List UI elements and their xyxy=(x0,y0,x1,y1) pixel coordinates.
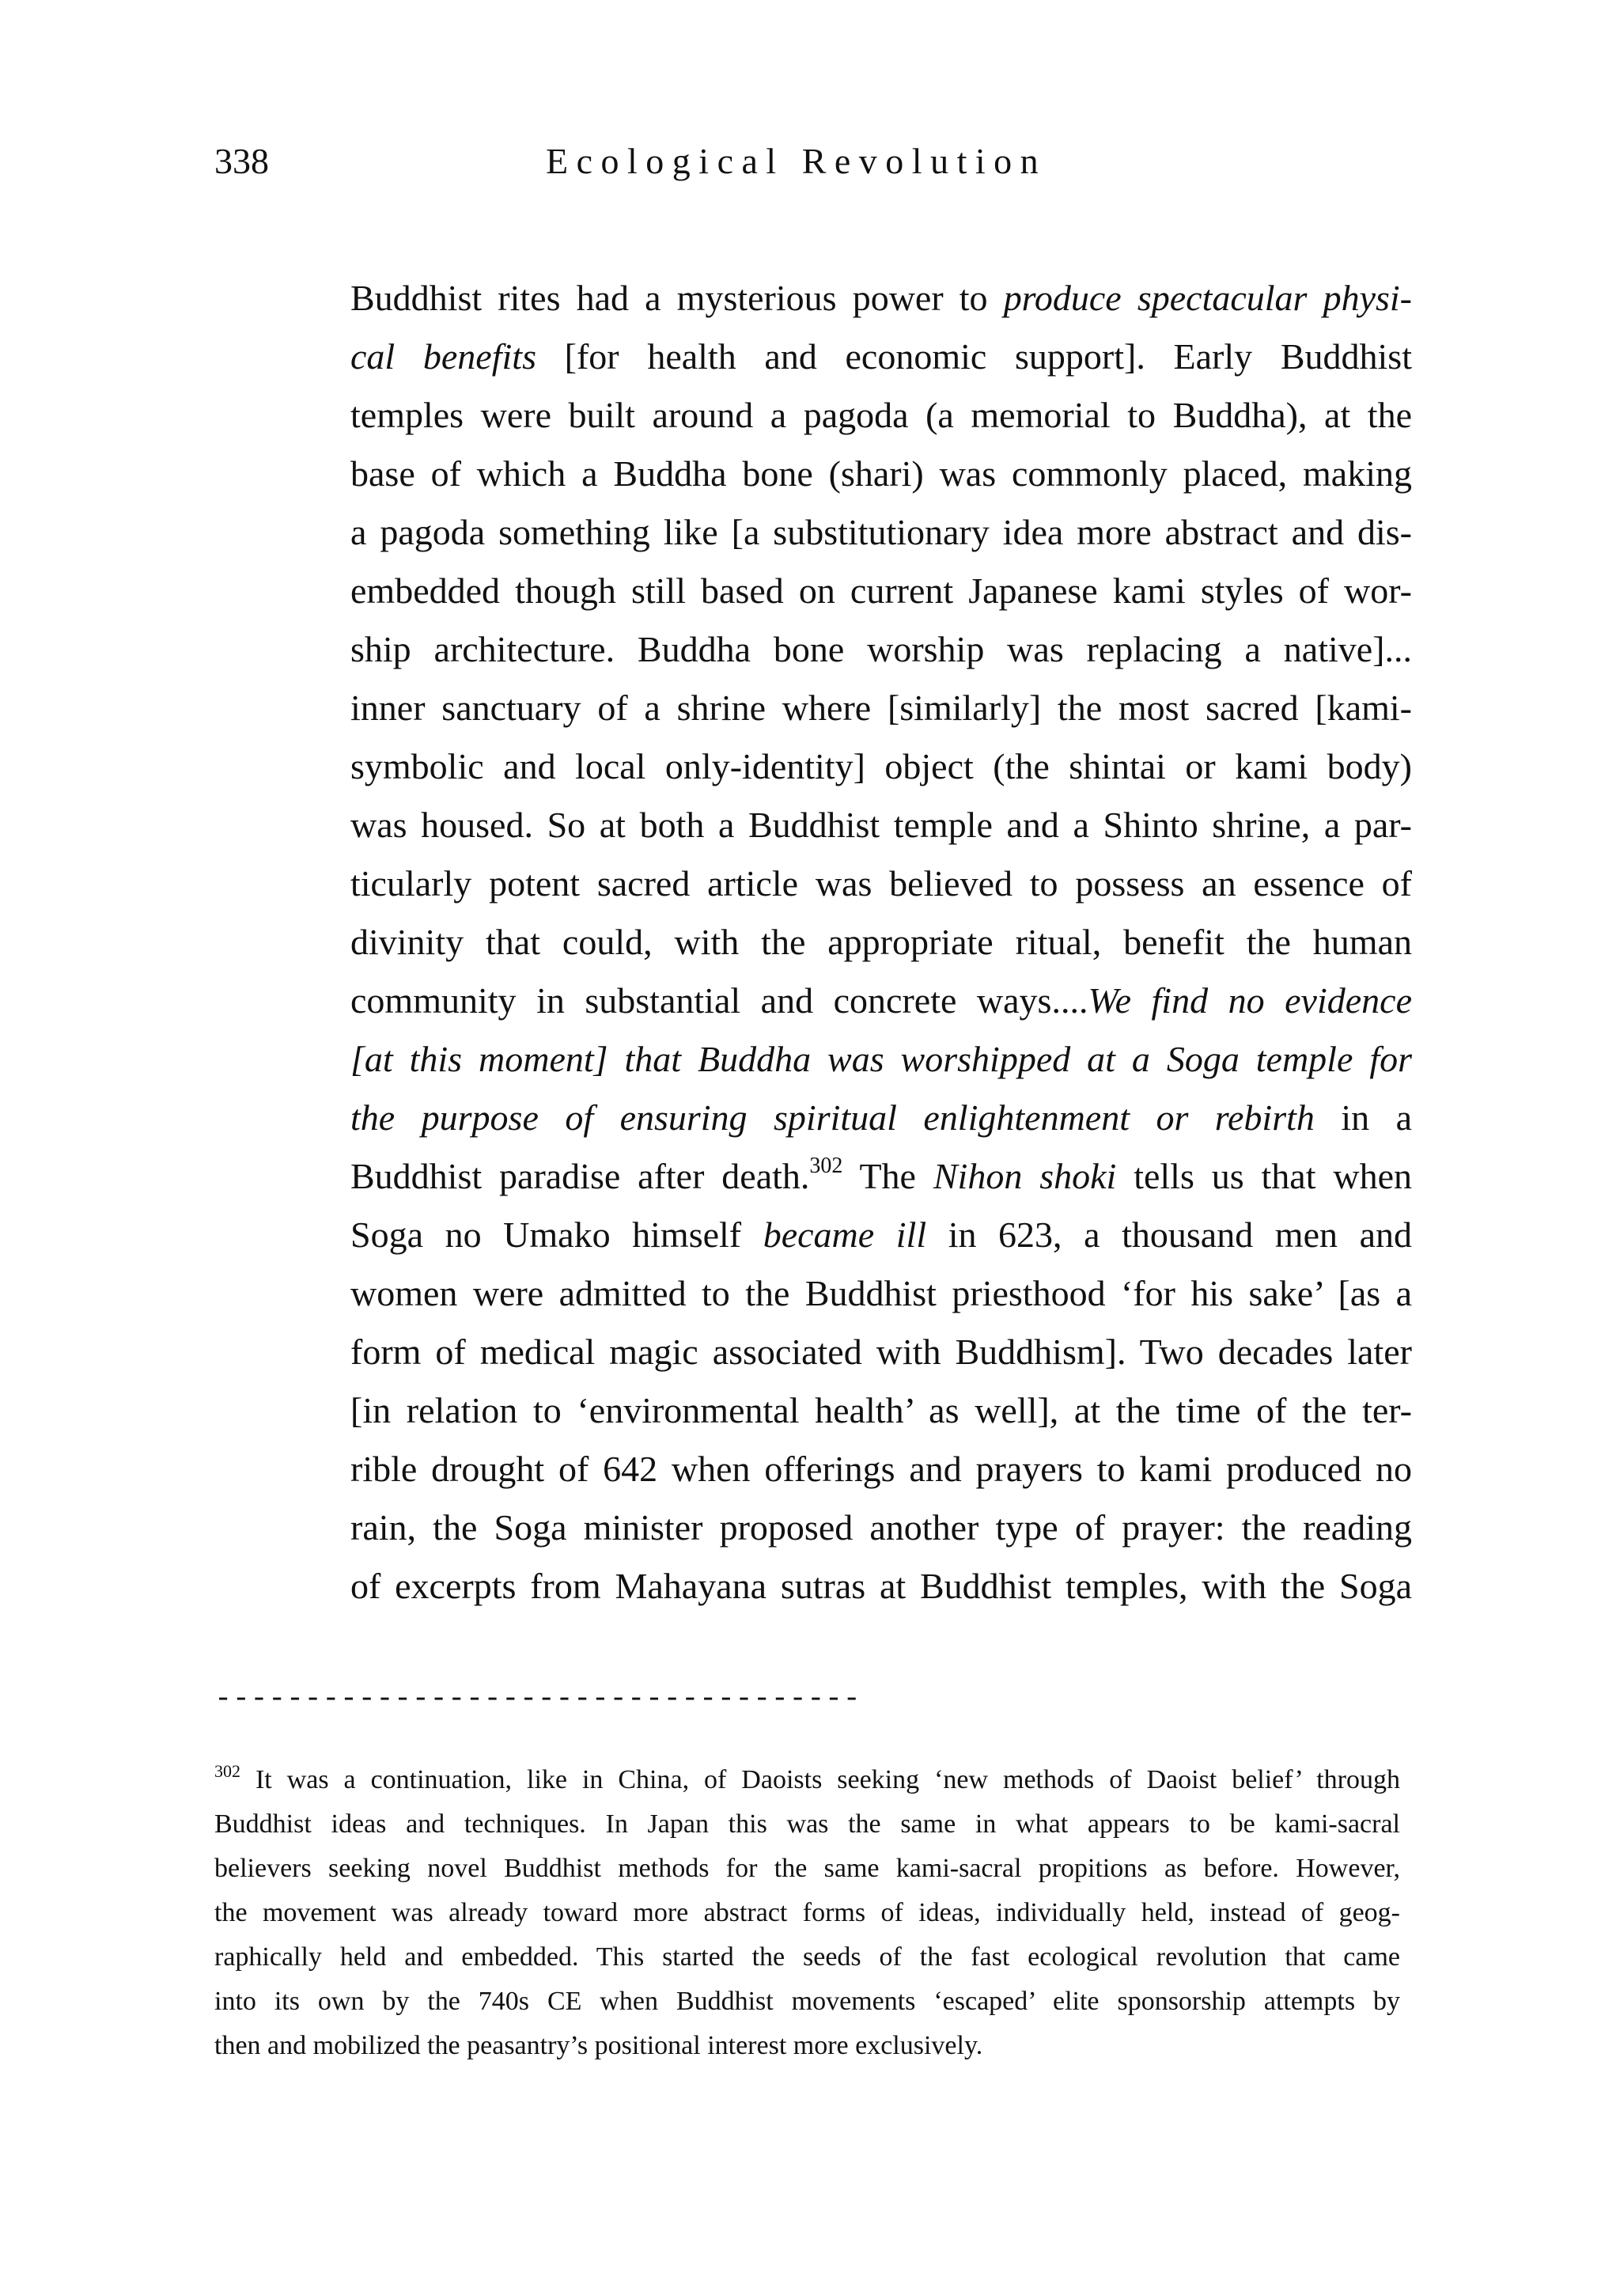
footnote-line: into its own by the 740s CE when Buddhist movements ‘escaped’ elite sponsorship attempts by xyxy=(214,1987,1400,2016)
body-line: Buddhist rites had a mysterious power to produce spectacular physi- xyxy=(350,278,1412,318)
body-line: ticularly potent sacred article was believed to possess an essence of xyxy=(350,863,1412,904)
body-line: rible drought of 642 when offerings and prayers to kami produced no xyxy=(350,1449,1412,1489)
body-line: base of which a Buddha bone (shari) was commonly placed, making xyxy=(350,453,1412,494)
body-line: Buddhist paradise after death.$^{302}$ The Nihon shoki tells us that when xyxy=(350,1154,1413,1196)
body-line: embedded though still based on current Japanese kami styles of wor- xyxy=(350,570,1412,611)
body-line: divinity that could, with the appropriate ritual, benefit the human xyxy=(350,922,1412,962)
body-line: inner sanctuary of a shrine where [similarly] the most sacred [kami- xyxy=(350,688,1412,728)
body-line: form of medical magic associated with Buddhism]. Two decades later xyxy=(350,1332,1412,1372)
footnote-divider: ------------------------------------ xyxy=(214,1683,861,1716)
running-title: Ecological Revolution xyxy=(546,141,1047,181)
body-line: women were admitted to the Buddhist priesthood ‘for his sake’ [as a xyxy=(350,1273,1412,1313)
body-line: community in substantial and concrete ways....We find no evidence xyxy=(350,980,1413,1021)
body-text xyxy=(350,269,1412,1616)
footnote-line: believers seeking novel Buddhist methods for the same kami-sacral propitions as before. However, xyxy=(214,1854,1400,1883)
body-line: of excerpts from Mahayana sutras at Buddhist temples, with the Soga xyxy=(350,1566,1412,1606)
body-line: [in relation to ‘environmental health’ as well], at the time of the ter- xyxy=(350,1390,1412,1430)
footnote-line: Buddhist ideas and techniques. In Japan this was the same in what appears to be kami-sacral xyxy=(214,1809,1400,1839)
footnote-number: 302 xyxy=(214,1761,240,1781)
body-line: rain, the Soga minister proposed another type of prayer: the reading xyxy=(350,1507,1412,1548)
body-line: a pagoda something like [a substitutionary idea more abstract and dis- xyxy=(350,512,1412,552)
body-line: was housed. So at both a Buddhist temple and a Shinto shrine, a par- xyxy=(350,805,1412,845)
page-number: 338 xyxy=(214,141,269,181)
body-line: ship architecture. Buddha bone worship was replacing a native]... xyxy=(350,629,1412,669)
body-line: Soga no Umako himself became ill in 623, a thousand men and xyxy=(350,1214,1412,1255)
body-line: the purpose of ensuring spiritual enlightenment or rebirth in a xyxy=(350,1097,1412,1138)
footnote-reference: 302 xyxy=(809,1154,843,1178)
footnote-line: the movement was already toward more abstract forms of ideas, individually held, instead of geog- xyxy=(214,1898,1400,1927)
footnote-line: then and mobilized the peasantry’s positional interest more exclusively. xyxy=(214,2031,983,2060)
body-line: [at this moment] that Buddha was worshipped at a Soga temple for xyxy=(350,1039,1412,1079)
body-line: symbolic and local only-identity] object (the shintai or kami body) xyxy=(350,746,1412,786)
body-line: temples were built around a pagoda (a memorial to Buddha), at the xyxy=(350,395,1412,435)
footnote-line: raphically held and embedded. This started the seeds of the fast ecological revolution that came xyxy=(214,1942,1400,1972)
footnote xyxy=(214,1758,1400,2068)
body-line: cal benefits [for health and economic support]. Early Buddhist xyxy=(350,336,1412,377)
footnote-line: $^{302}$ It was a continuation, like in China, of Daoists seeking ‘new methods of Daoist belief’ through xyxy=(214,1761,1400,1794)
